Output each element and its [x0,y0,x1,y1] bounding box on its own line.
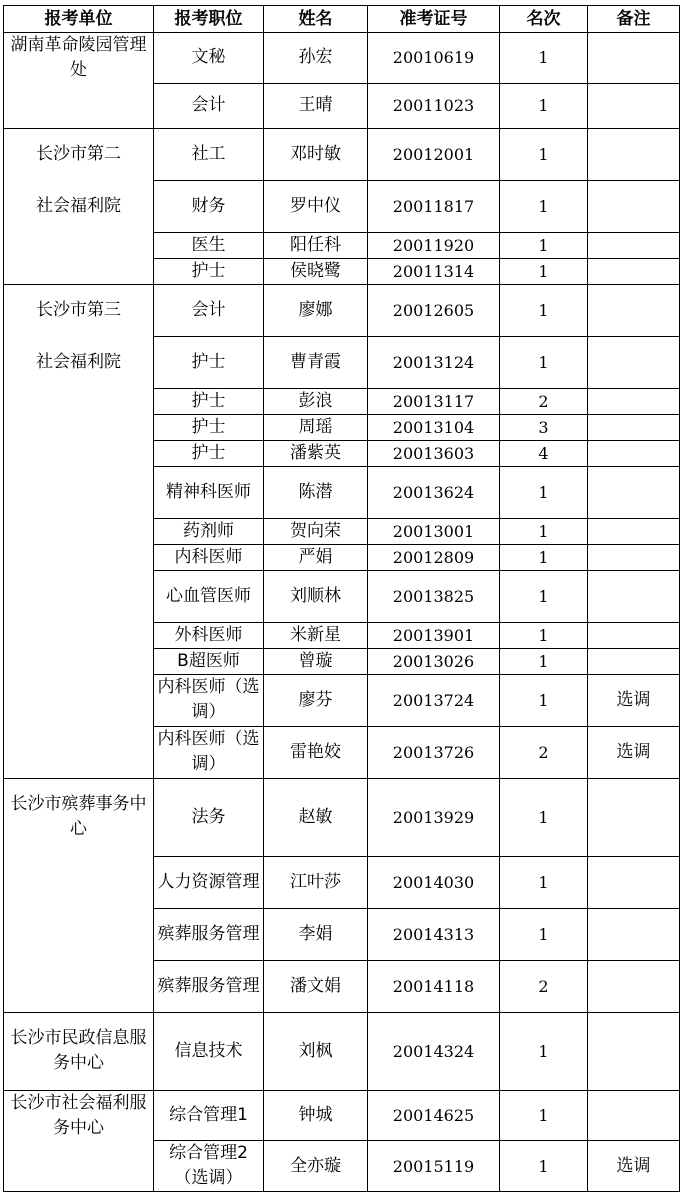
position-cell: 法务 [154,778,264,856]
position-cell: 财务 [154,180,264,232]
unit-cell [4,544,154,570]
table-row [4,128,680,180]
note-cell [588,336,680,388]
name-cell: 江叶莎 [264,856,368,908]
col-header-name: 姓名 [264,6,368,33]
note-cell [588,778,680,856]
position-cell: 会计 [154,284,264,336]
unit-cell [4,1141,154,1192]
name-cell: 曾璇 [264,648,368,674]
exam-id-cell: 20013124 [368,336,500,388]
rank-cell: 1 [500,83,588,128]
rank-cell: 1 [500,1090,588,1141]
note-cell [588,648,680,674]
name-cell: 廖芬 [264,674,368,726]
col-header-note: 备注 [588,6,680,33]
unit-cell [4,960,154,1012]
note-cell [588,128,680,180]
rank-cell: 1 [500,856,588,908]
col-header-position: 报考职位 [154,6,264,33]
table-row [4,856,680,908]
position-cell: 外科医师 [154,622,264,648]
unit-cell: 长沙市社会福利服务中心 [4,1090,154,1141]
table-row [4,544,680,570]
note-cell [588,908,680,960]
exam-id-cell: 20012001 [368,128,500,180]
exam-id-cell: 20013104 [368,414,500,440]
note-cell [588,466,680,518]
name-cell: 严娟 [264,544,368,570]
unit-cell [4,440,154,466]
position-cell: 护士 [154,440,264,466]
position-cell: 护士 [154,388,264,414]
exam-id-cell: 20010619 [368,33,500,84]
note-cell [588,1090,680,1141]
unit-cell [4,726,154,778]
table-row [4,648,680,674]
note-cell [588,570,680,622]
unit-cell: 长沙市殡葬事务中心 [4,778,154,856]
note-cell [588,83,680,128]
rank-cell: 1 [500,648,588,674]
name-cell: 潘文娟 [264,960,368,1012]
unit-cell [4,258,154,284]
name-cell: 王晴 [264,83,368,128]
rank-cell: 2 [500,726,588,778]
note-cell [588,856,680,908]
table-row [4,388,680,414]
name-cell: 邓时敏 [264,128,368,180]
exam-id-cell: 20013726 [368,726,500,778]
table-row [4,466,680,518]
name-cell: 赵敏 [264,778,368,856]
position-cell: 综合管理1 [154,1090,264,1141]
note-cell [588,622,680,648]
unit-cell: 湖南革命陵园管理处 [4,33,154,84]
rank-cell: 1 [500,336,588,388]
rank-cell: 1 [500,232,588,258]
name-cell: 钟城 [264,1090,368,1141]
name-cell: 米新星 [264,622,368,648]
unit-cell: 社会福利院 [4,180,154,232]
note-cell [588,518,680,544]
exam-id-cell: 20013901 [368,622,500,648]
rank-cell: 1 [500,284,588,336]
note-cell [588,414,680,440]
col-header-unit: 报考单位 [4,6,154,33]
unit-cell [4,622,154,648]
exam-id-cell: 20012809 [368,544,500,570]
table-row [4,908,680,960]
table-row [4,570,680,622]
rank-cell: 1 [500,544,588,570]
rank-cell: 1 [500,180,588,232]
note-cell [588,960,680,1012]
table-row [4,284,680,336]
exam-id-cell: 20013825 [368,570,500,622]
note-cell [588,1012,680,1090]
note-cell [588,33,680,84]
unit-cell [4,466,154,518]
exam-id-cell: 20013026 [368,648,500,674]
table-row [4,778,680,856]
name-cell: 曹青霞 [264,336,368,388]
position-cell: 信息技术 [154,1012,264,1090]
name-cell: 周瑶 [264,414,368,440]
name-cell: 全亦璇 [264,1141,368,1192]
position-cell: 综合管理2（选调） [154,1141,264,1192]
rank-cell: 2 [500,960,588,1012]
exam-id-cell: 20013117 [368,388,500,414]
unit-cell: 长沙市第二 [4,128,154,180]
exam-id-cell: 20011817 [368,180,500,232]
position-cell: 内科医师（选调） [154,674,264,726]
position-cell: 殡葬服务管理 [154,908,264,960]
note-cell: 选调 [588,674,680,726]
position-cell: 护士 [154,336,264,388]
exam-id-cell: 20014324 [368,1012,500,1090]
unit-cell: 社会福利院 [4,336,154,388]
name-cell: 贺向荣 [264,518,368,544]
exam-id-cell: 20013929 [368,778,500,856]
exam-id-cell: 20013603 [368,440,500,466]
exam-id-cell: 20013724 [368,674,500,726]
note-cell [588,180,680,232]
name-cell: 彭浪 [264,388,368,414]
table-row [4,1141,680,1192]
name-cell: 罗中仪 [264,180,368,232]
exam-id-cell: 20014313 [368,908,500,960]
position-cell: 会计 [154,83,264,128]
table-row [4,33,680,84]
note-cell [588,544,680,570]
position-cell: 人力资源管理 [154,856,264,908]
table-row [4,258,680,284]
rank-cell: 1 [500,466,588,518]
rank-cell: 2 [500,388,588,414]
unit-cell [4,908,154,960]
exam-id-cell: 20011023 [368,83,500,128]
rank-cell: 1 [500,622,588,648]
table-row [4,414,680,440]
table-row [4,1090,680,1141]
rank-cell: 4 [500,440,588,466]
rank-cell: 1 [500,1141,588,1192]
unit-cell [4,414,154,440]
unit-cell [4,674,154,726]
note-cell [588,284,680,336]
exam-id-cell: 20011920 [368,232,500,258]
unit-cell [4,388,154,414]
table-row [4,674,680,726]
unit-cell [4,570,154,622]
rank-cell: 1 [500,908,588,960]
note-cell [588,440,680,466]
name-cell: 李娟 [264,908,368,960]
name-cell: 刘顺林 [264,570,368,622]
name-cell: 刘枫 [264,1012,368,1090]
unit-cell [4,856,154,908]
exam-id-cell: 20013624 [368,466,500,518]
name-cell: 孙宏 [264,33,368,84]
table-row [4,336,680,388]
exam-id-cell: 20011314 [368,258,500,284]
exam-id-cell: 20014030 [368,856,500,908]
note-cell: 选调 [588,1141,680,1192]
position-cell: 殡葬服务管理 [154,960,264,1012]
name-cell: 阳任科 [264,232,368,258]
unit-cell [4,518,154,544]
table-row [4,1012,680,1090]
table-row [4,960,680,1012]
position-cell: 社工 [154,128,264,180]
position-cell: 内科医师（选调） [154,726,264,778]
table-row [4,622,680,648]
note-cell [588,258,680,284]
position-cell: 药剂师 [154,518,264,544]
header-row [4,6,680,33]
unit-cell [4,648,154,674]
rank-cell: 1 [500,674,588,726]
position-cell: 医生 [154,232,264,258]
position-cell: 心血管医师 [154,570,264,622]
results-table [3,5,680,1192]
note-cell [588,232,680,258]
position-cell: 护士 [154,258,264,284]
exam-id-cell: 20015119 [368,1141,500,1192]
exam-id-cell: 20014118 [368,960,500,1012]
name-cell: 侯晓鹭 [264,258,368,284]
position-cell: 护士 [154,414,264,440]
position-cell: 内科医师 [154,544,264,570]
name-cell: 廖娜 [264,284,368,336]
unit-cell: 长沙市第三 [4,284,154,336]
rank-cell: 1 [500,570,588,622]
table-row [4,726,680,778]
name-cell: 雷艳姣 [264,726,368,778]
unit-cell [4,83,154,128]
rank-cell: 1 [500,258,588,284]
table-row [4,180,680,232]
name-cell: 潘紫英 [264,440,368,466]
rank-cell: 1 [500,128,588,180]
table-row [4,518,680,544]
note-cell [588,388,680,414]
rank-cell: 1 [500,518,588,544]
note-cell: 选调 [588,726,680,778]
exam-id-cell: 20012605 [368,284,500,336]
rank-cell: 1 [500,1012,588,1090]
table-row [4,440,680,466]
exam-id-cell: 20014625 [368,1090,500,1141]
name-cell: 陈潜 [264,466,368,518]
rank-cell: 1 [500,778,588,856]
unit-cell: 长沙市民政信息服务中心 [4,1012,154,1090]
col-header-rank: 名次 [500,6,588,33]
unit-cell [4,232,154,258]
col-header-exam-id: 准考证号 [368,6,500,33]
table-row [4,232,680,258]
rank-cell: 3 [500,414,588,440]
table-row [4,83,680,128]
position-cell: B超医师 [154,648,264,674]
position-cell: 文秘 [154,33,264,84]
rank-cell: 1 [500,33,588,84]
position-cell: 精神科医师 [154,466,264,518]
exam-id-cell: 20013001 [368,518,500,544]
